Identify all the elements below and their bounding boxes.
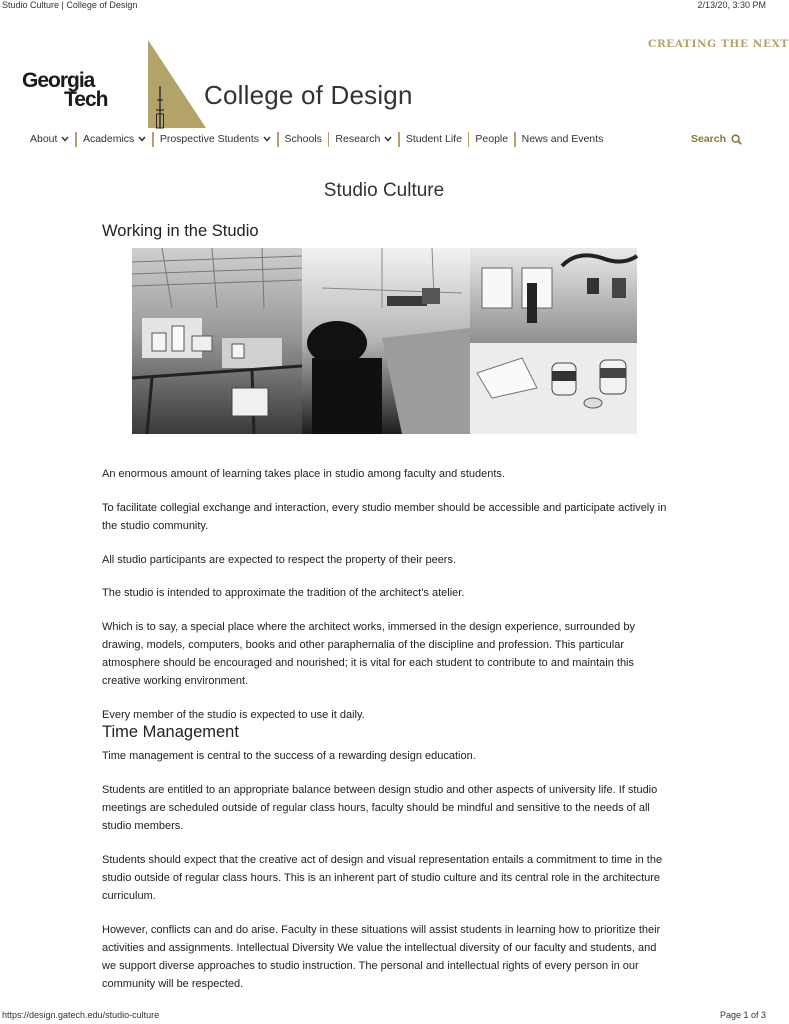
print-page-title: Studio Culture | College of Design: [2, 0, 138, 10]
paragraph: An enormous amount of learning takes place in studio among faculty and students.: [102, 468, 505, 480]
logo-triangle-icon: [146, 40, 206, 128]
section-heading-time-management: Time Management: [102, 723, 239, 741]
nav-divider: [75, 132, 77, 147]
print-page-number: Page 1 of 3: [719, 1010, 766, 1020]
paragraph: Time management is central to the success of a rewarding design education.: [102, 750, 476, 762]
print-header: [0, 0, 768, 12]
nav-label: News and Events: [521, 133, 604, 145]
paragraph: Students are entitled to an appropriate balance between design studio and other aspects of university life. If studio meetings are scheduled outside of regular class hours, faculty should be mindful and sensitive to the needs of all studio members.: [102, 784, 658, 832]
nav-divider: [468, 132, 470, 147]
paragraph: However, conflicts can and do arise. Faculty in these situations will assist students in learning how to prioritize their activities and assignments. Intellectual Diversity We value the intellectual diversity of our faculty and students, and we support diverse approaches to studio instruction. The personal and intellectual rights of every person in our community will be respected.: [102, 924, 661, 990]
college-name[interactable]: College of Design: [204, 80, 413, 110]
nav-divider: [277, 132, 279, 147]
nav-item-prospective-students[interactable]: [160, 130, 271, 148]
nav-label: Student Life: [405, 133, 462, 145]
logo-word-tech: Tech: [64, 88, 108, 111]
print-url: https://design.gatech.edu/studio-culture: [2, 1010, 160, 1020]
chevron-down-icon: [138, 136, 146, 142]
nav-label: Academics: [82, 133, 135, 145]
nav-item-news-and-events[interactable]: [522, 130, 604, 148]
paragraph: Every member of the studio is expected to use it daily.: [102, 709, 365, 721]
studio-photo: [132, 248, 637, 434]
search-label: Search: [691, 133, 727, 145]
paragraph: Which is to say, a special place where the architect works, immersed in the design experience, surrounded by drawing, models, computers, books and other paraphernalia of the discipline and profession. This particular atmosphere should be encouraged and nourished; it is vital for each student to contribute to and maintain this creative working environment.: [102, 621, 635, 687]
nav-divider: [152, 132, 154, 147]
nav-label: Prospective Students: [159, 133, 260, 145]
page-title: Studio Culture: [323, 180, 445, 201]
chevron-down-icon: [263, 136, 271, 142]
logo-word-georgia: Georgia: [22, 69, 95, 92]
nav-item-people[interactable]: [475, 130, 508, 148]
nav-item-research[interactable]: [335, 130, 392, 148]
nav-label: Schools: [284, 133, 322, 145]
nav-item-student-life[interactable]: [406, 130, 462, 148]
nav-label: Research: [335, 133, 381, 145]
nav-divider: [328, 132, 330, 147]
nav-divider: [514, 132, 516, 147]
chevron-down-icon: [384, 136, 392, 142]
nav-divider: [398, 132, 400, 147]
paragraph: To facilitate collegial exchange and interaction, every studio member should be accessible and participate actively in the studio community.: [102, 502, 667, 532]
paragraph: All studio participants are expected to respect the property of their peers.: [102, 554, 457, 566]
print-datetime: 2/13/20, 3:30 PM: [697, 0, 766, 10]
nav-item-schools[interactable]: [285, 130, 322, 148]
search-button[interactable]: [691, 133, 742, 145]
main-nav: [30, 130, 603, 148]
search-icon: [731, 134, 742, 145]
paragraph: Students should expect that the creative act of design and visual representation entails a commitment to time in the studio outside of regular class hours. This is an inherent part of studio culture and its central role in the architecture curriculum.: [102, 854, 663, 902]
chevron-down-icon: [61, 136, 69, 142]
nav-label: People: [475, 133, 509, 145]
nav-label: About: [30, 133, 58, 145]
nav-item-about[interactable]: [30, 130, 69, 148]
paragraph: The studio is intended to approximate the tradition of the architect’s atelier.: [102, 587, 465, 599]
nav-item-academics[interactable]: [83, 130, 146, 148]
tagline: CREATING THE NEXT: [648, 38, 789, 50]
print-footer: [0, 1010, 768, 1022]
georgia-tech-logo[interactable]: [22, 40, 207, 128]
section-heading-working: Working in the Studio: [102, 222, 259, 240]
